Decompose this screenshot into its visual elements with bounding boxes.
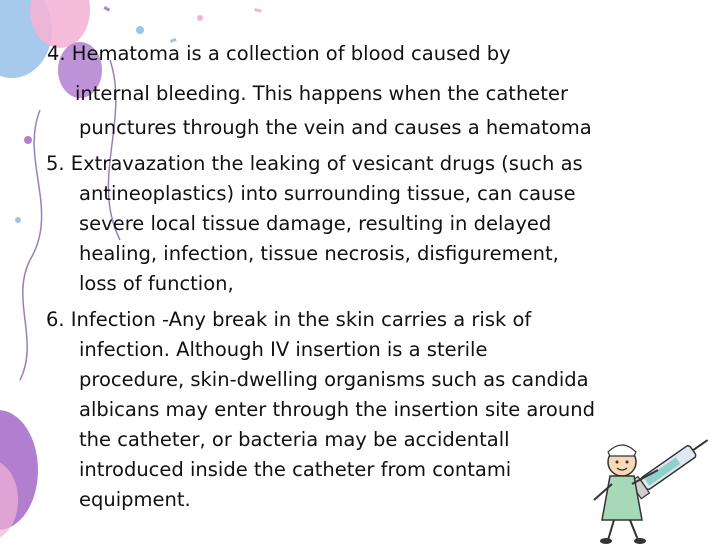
text-line: albicans may enter through the insertion site around bbox=[79, 398, 595, 421]
text-line: 5. Extravazation the leaking of vesicant drugs (such as bbox=[46, 152, 583, 175]
text-line: infection. Although IV insertion is a sterile bbox=[79, 338, 488, 361]
text-line: procedure, skin-dwelling organisms such as candida bbox=[79, 368, 589, 391]
text-line: punctures through the vein and causes a hematoma bbox=[79, 116, 592, 139]
text-line: antineoplastics) into surrounding tissue, can cause bbox=[79, 182, 576, 205]
text-line: loss of function, bbox=[79, 272, 234, 295]
text-line: equipment. bbox=[79, 488, 191, 511]
text-line: introduced inside the catheter from contami bbox=[79, 458, 512, 481]
text-line: 6. Infection -Any break in the skin carries a risk of bbox=[46, 308, 532, 331]
text-line: healing, infection, tissue necrosis, disfigurement, bbox=[79, 242, 559, 265]
text-line: the catheter, or bacteria may be accidentall bbox=[79, 428, 510, 451]
text-line: severe local tissue damage, resulting in delayed bbox=[79, 212, 552, 235]
text-line: internal bleeding. This happens when the catheter bbox=[75, 82, 568, 105]
nurse-with-syringe-icon bbox=[580, 430, 728, 546]
text-line: 4. Hematoma is a collection of blood caused by bbox=[47, 42, 511, 65]
